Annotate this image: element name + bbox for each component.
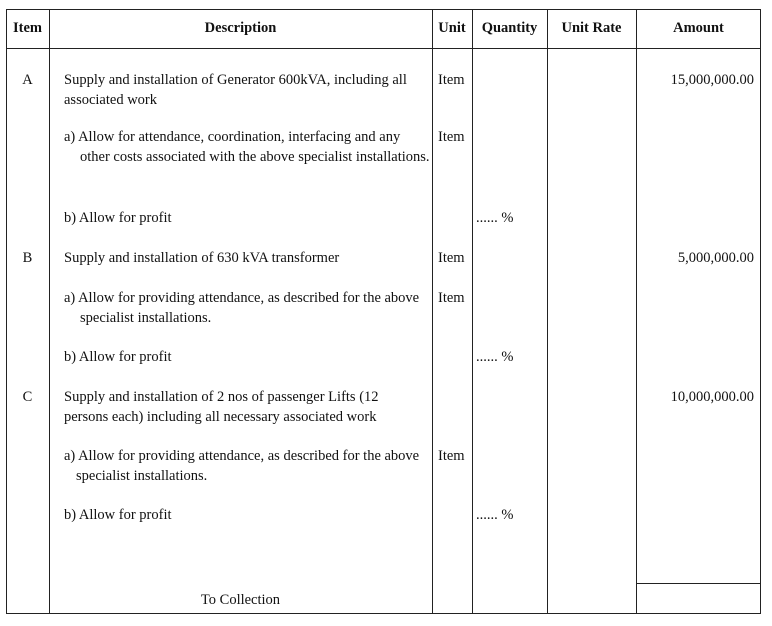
- quantity-c2: ...... %: [476, 507, 514, 523]
- divider-description: [432, 9, 433, 614]
- item-code-c: C: [22, 389, 33, 405]
- unit-a1: Item: [438, 129, 465, 145]
- unit-b1: Item: [438, 290, 465, 306]
- description-b: Supply and installation of 630 kVA transformer: [64, 250, 340, 266]
- header-unit-rate: Unit Rate: [561, 20, 622, 36]
- description-a1: a) Allow for attendance, coordination, interfacing and any other costs associated with the above specialist installations.: [64, 129, 430, 165]
- description-b1: a) Allow for providing attendance, as described for the above specialist installations.: [64, 290, 420, 326]
- item-code-b: B: [22, 250, 33, 266]
- to-collection-label: To Collection: [200, 592, 281, 608]
- description-c: Supply and installation of 2 nos of passenger Lifts (12 persons each) including all necessary associated work: [64, 389, 379, 425]
- unit-a: Item: [438, 72, 465, 88]
- description-b2: b) Allow for profit: [64, 349, 172, 365]
- item-code-a: A: [22, 72, 33, 88]
- total-line: [636, 583, 761, 584]
- quantity-b2: ...... %: [476, 349, 514, 365]
- amount-b: 5,000,000.00: [677, 250, 754, 266]
- header-divider: [6, 48, 761, 49]
- amount-a: 15,000,000.00: [670, 72, 754, 88]
- header-amount: Amount: [673, 20, 724, 36]
- header-description: Description: [204, 20, 277, 36]
- header-unit: Unit: [438, 20, 466, 36]
- divider-quantity: [547, 9, 548, 614]
- description-c2: b) Allow for profit: [64, 507, 172, 523]
- divider-unit: [472, 9, 473, 614]
- divider-item: [49, 9, 50, 614]
- divider-unit-rate: [636, 9, 637, 614]
- unit-b: Item: [438, 250, 465, 266]
- description-c1: a) Allow for providing attendance, as described for the above specialist installations.: [64, 448, 420, 484]
- description-a: Supply and installation of Generator 600kVA, including all associated work: [64, 72, 407, 108]
- header-quantity: Quantity: [481, 20, 538, 36]
- unit-c1: Item: [438, 448, 465, 464]
- header-item: Item: [13, 20, 42, 36]
- quantity-a2: ...... %: [476, 210, 514, 226]
- amount-c: 10,000,000.00: [670, 389, 754, 405]
- description-a2: b) Allow for profit: [64, 210, 172, 226]
